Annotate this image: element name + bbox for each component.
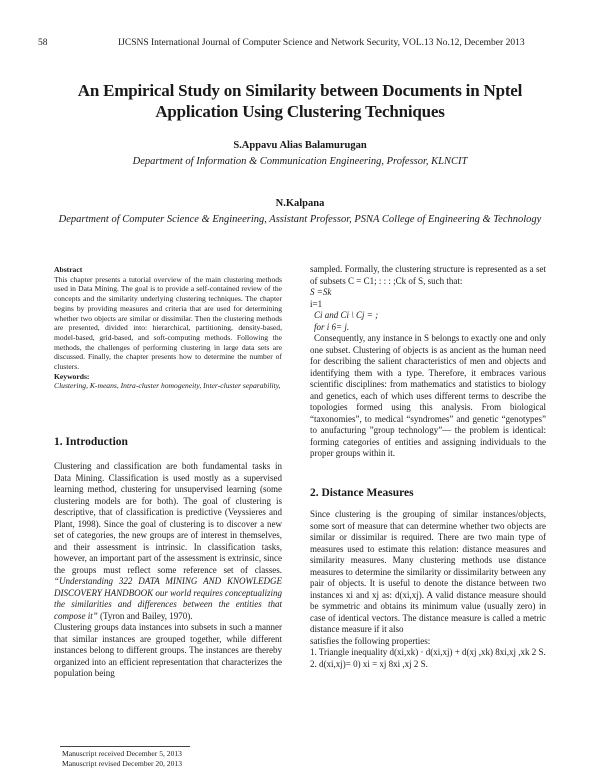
author-2-name: N.Kalpana [275, 198, 325, 209]
author-1-affiliation: Department of Information & Communication Engineering, Professor, KLNCIT [132, 156, 468, 167]
abstract-section [54, 265, 282, 391]
abstract-text: This chapter presents a tutorial overview of the main clustering methods used in Data Mining. The goal is to provide a self-contained review of the concepts and the similarity underlying clustering techniques. The chapter begins by providing measures and criteria that are used for determining whether two objects are similar or dissimilar. Then the clustering methods are presented, divided into: hierarchical, partitioning, density-based, model-based, grid-based, and soft-computing methods. Following the methods, the challenges of performing clustering in large data sets are discussed. Finally, the chapter presents how to determine the number of clusters. [54, 274, 282, 372]
properties-intro: satisfies the following properties: [310, 635, 431, 646]
page-number: 58 [38, 38, 48, 48]
paper-title [40, 80, 560, 122]
introduction-heading: 1. Introduction [54, 436, 128, 448]
formula-line-4: for i 6= j. [314, 321, 350, 332]
journal-header: IJCSNS International Journal of Computer Science and Network Security, VOL.13 No.12, December 2013 [118, 38, 525, 48]
distance-measures-heading: 2. Distance Measures [310, 487, 414, 499]
introduction-p1-text: Clustering and classification are both fundamental tasks in Data Mining. Classification is used mostly as a supervised learning method, clustering for unsupervised learning (some clustering models are for both). The goal of clustering is descriptive, that of classification is predictive (Veyssieres and Plant, 1998). Since the goal of clustering is to discover a new set of categories, the new groups are of interest in themselves, and their assessment is intrinsic. In classification tasks, however, an important part of the assessment is extrinsic, since the groups must reflect some reference set of classes. [54, 461, 282, 575]
author-1-name: S.Appavu Alias Balamurugan [233, 140, 367, 151]
formula-line-3: Ci and Ci \ Cj = ; [314, 310, 379, 320]
introduction-quote: “Understanding 322 DATA MINING AND KNOWLEDGE DISCOVERY HANDBOOK our world requires conceptualizing the similarities and differences between the entities that compose it” [54, 576, 282, 621]
abstract-heading: Abstract [54, 265, 83, 274]
introduction-citation: (Tyron and Bailey, 1970). [97, 610, 193, 621]
title-line-1: An Empirical Study on Similarity between Documents in Nptel [77, 81, 523, 100]
property-identity: 2. d(xi,xj)= 0) xi = xj 8xi ,xj 2 S. [310, 658, 428, 669]
introduction-body [54, 461, 282, 680]
right-column-top [310, 264, 546, 460]
formula-line-1: S =Sk [310, 287, 332, 297]
property-triangle-inequality: 1. Triangle inequality d(xi,xk) · d(xi,xj) + d(xj ,xk) 8xi,xj ,xk 2 S. [310, 647, 546, 657]
manuscript-revised: Manuscript revised December 20, 2013 [62, 758, 182, 768]
manuscript-received: Manuscript received December 5, 2013 [62, 749, 182, 758]
author-2-affiliation: Department of Computer Science & Engineering, Assistant Professor, PSNA College of Engineering & Technology [58, 214, 542, 225]
consequently-paragraph: Consequently, any instance in S belongs to exactly one and only one subset. Clustering of objects is as ancient as the human need for describing the salient characteristics of men and objects and identifying them with a type. Therefore, it embraces various scientific disciplines: from mathematics and statistics to biology and genetics, each of which uses different terms to describe the topologies formed using this analysis. From biological “taxonomies”, to medical “syndromes” and genetic “genotypes” to anufacturing ”group technology”— the problem is identical: forming categories of entities and assigning individuals to the proper groups within it. [310, 333, 546, 458]
distance-measures-paragraph: Since clustering is the grouping of similar instances/objects, some sort of measure that can determine whether two objects are similar or dissimilar is required. There are two main type of measures used to estimate this relation: distance measures and similarity measures. Many clustering methods use distance measures to determine the similarity or dissimilarity between any pair of objects. It is useful to denote the distance between two instances xi and xj as: d(xi,xj). A valid distance measure should be symmetric and obtains its minimum value (usually zero) in case of identical vectors. The distance measure is called a metric distance measure if it also [310, 509, 546, 634]
introduction-paragraph-1 [54, 461, 282, 622]
title-line-2: Application Using Clustering Techniques [155, 102, 445, 121]
keywords-text: Clustering, K-means, Intra-cluster homogeneity, Inter-cluster separability, [54, 381, 281, 391]
manuscript-notes [62, 749, 182, 768]
distance-measures-body [310, 509, 546, 670]
clustering-structure-paragraph: sampled. Formally, the clustering structure is represented as a set of subsets C = C1; : : : ;Ck of S, such that: [310, 264, 546, 286]
formula-line-2: i=1 [310, 298, 323, 309]
introduction-paragraph-2: Clustering groups data instances into subsets in such a manner that similar instances are grouped together, while different instances belong to different groups. The instances are thereby organized into an efficient representation that characterizes the population being [54, 622, 282, 678]
keywords-heading: Keywords: [54, 371, 90, 381]
footer-divider [60, 746, 190, 747]
